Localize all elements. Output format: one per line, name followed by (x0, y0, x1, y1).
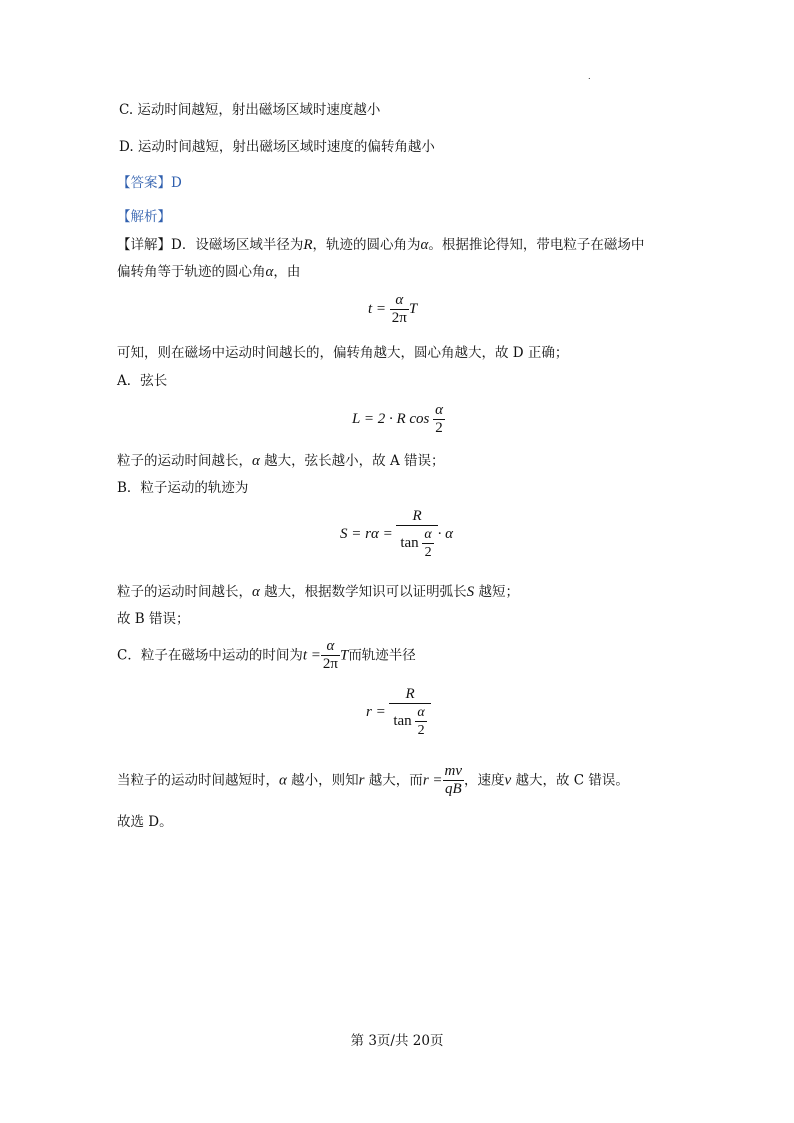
eq6-num: mv (444, 763, 463, 779)
eq3-den-num: α (424, 527, 432, 542)
detail-text-7a: 粒子的运动时间越长， (117, 584, 252, 600)
eq1-tail: T (408, 300, 418, 317)
option-c: C. 运动时间越短，射出磁场区域时速度越小 (119, 102, 381, 118)
detail-text-10e: 越大，故 C 错误。 (511, 772, 629, 789)
equation-radius (366, 686, 431, 739)
detail-line-6: B．粒子运动的轨迹为 (117, 480, 249, 496)
eq4-den-tan: tan (393, 713, 412, 729)
detail-line-1 (117, 236, 644, 254)
eq5-num: α (321, 638, 340, 656)
detail-text-5b: 越大，弦长越小，故 A 错误； (259, 453, 445, 469)
var-alpha: α (252, 453, 260, 469)
detail-line-4: A．弦长 (117, 373, 168, 389)
var-S: S (466, 584, 475, 600)
eq4-fraction (389, 686, 430, 739)
eq3-lhs: S = rα = (340, 526, 393, 542)
equation-chord (352, 402, 445, 437)
eq6-fraction (443, 763, 465, 798)
eq5-fraction (321, 638, 340, 673)
detail-line-2 (117, 263, 300, 281)
eq1-den: 2π (391, 310, 407, 326)
eq2-den: 2 (435, 420, 443, 436)
eq1-num: α (390, 292, 409, 310)
detail-text-7c: 越短； (474, 584, 519, 600)
detail-line-9 (117, 638, 416, 673)
corner-mark: . (588, 72, 591, 81)
eq5-den: 2π (322, 656, 338, 672)
eq6-lhs: r = (422, 772, 443, 789)
eq3-den-fraction (422, 526, 433, 561)
var-alpha: α (279, 772, 287, 789)
detail-text-10c: 越大，而 (364, 772, 423, 789)
var-alpha: α (420, 237, 429, 253)
option-d: D. 运动时间越短，射出磁场区域时速度的偏转角越小 (119, 139, 435, 155)
eq1-fraction (390, 292, 409, 327)
detail-text-9a: C．粒子在磁场中运动的时间为 (117, 647, 303, 664)
detail-text-1b: ，轨迹的圆心角为 (312, 237, 421, 253)
detail-line-3: 可知，则在磁场中运动时间越长的，偏转角越大，圆心角越大，故 D 正确； (117, 345, 569, 361)
eq3-num: R (396, 508, 437, 526)
detail-text-10d: ，速度 (464, 772, 505, 789)
eq4-den-fraction (415, 704, 426, 739)
answer-value: D (171, 175, 182, 191)
eq3-fraction (396, 508, 437, 561)
detail-line-11: 故选 D。 (117, 814, 173, 830)
detail-line-5 (117, 452, 445, 470)
detail-line-10 (117, 763, 629, 798)
eq3-tail: · α (437, 526, 454, 542)
eq3-den-den: 2 (424, 545, 432, 560)
var-v: v (504, 772, 512, 789)
eq4-den-num: α (417, 705, 425, 720)
analysis-label: 【解析】 (117, 209, 171, 225)
eq6-den: qB (444, 781, 462, 797)
eq4-lhs: r = (366, 704, 386, 720)
answer-label: 【答案】 (117, 175, 171, 191)
eq2-fraction (433, 402, 445, 437)
detail-text-10a: 当粒子的运动时间越短时， (117, 772, 279, 789)
eq2-lhs: L = 2 · R cos (352, 410, 430, 427)
detail-text-5a: 粒子的运动时间越长， (117, 453, 252, 469)
detail-line-8: 故 B 错误； (117, 611, 190, 627)
detail-text-9b: 而轨迹半径 (348, 647, 416, 664)
var-alpha: α (252, 584, 260, 600)
eq5-tail: T (339, 647, 349, 664)
detail-text-1: D．设磁场区域半径为 (171, 237, 304, 253)
detail-label: 【详解】 (117, 237, 171, 253)
eq2-num: α (435, 402, 443, 418)
detail-text-1c: 。根据推论得知，带电粒子在磁场中 (428, 237, 645, 253)
detail-line-7 (117, 583, 519, 601)
detail-text-2: 偏转角等于轨迹的圆心角 (117, 264, 266, 280)
detail-text-10b: 越小，则知 (286, 772, 359, 789)
eq3-den-tan: tan (400, 535, 419, 551)
var-r: r (358, 772, 365, 789)
inline-eq-radius (422, 763, 464, 797)
eq3-den (396, 526, 437, 561)
equation-time (368, 292, 417, 327)
var-alpha: α (265, 264, 274, 280)
answer-line (117, 174, 182, 192)
equation-arc (340, 508, 453, 561)
eq5-lhs: t = (302, 647, 321, 664)
detail-text-2b: ，由 (273, 264, 301, 280)
detail-text-7b: 越大，根据数学知识可以证明弧长 (259, 584, 467, 600)
eq4-num: R (389, 686, 430, 704)
eq1-lhs: t = (368, 300, 387, 317)
page-footer: 第 3页/共 20页 (350, 1033, 444, 1049)
eq4-den-den: 2 (417, 723, 425, 738)
var-R: R (303, 237, 313, 253)
eq4-den (389, 704, 430, 739)
